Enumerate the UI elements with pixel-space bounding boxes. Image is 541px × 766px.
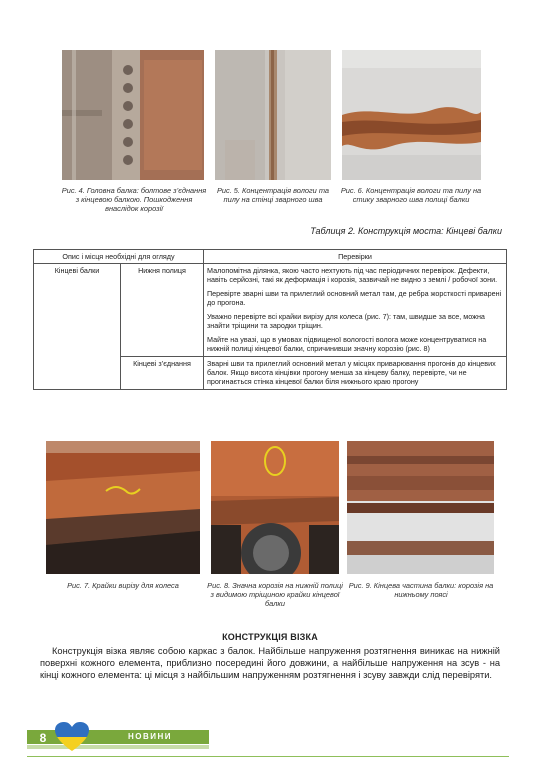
place-cell: Нижня полиця bbox=[121, 264, 204, 357]
section-title: КОНСТРУКЦІЯ ВІЗКА bbox=[222, 632, 318, 642]
figure-8-photo bbox=[211, 441, 339, 574]
figure-4-photo bbox=[62, 50, 204, 180]
figure-5-caption: Рис. 5. Концентрація вологи та пилу на стінці зварного шва bbox=[216, 186, 330, 204]
table-row bbox=[34, 264, 507, 357]
check-text: Перевірте зварні шви та прилеглий основний метал там, де ребра жорсткості приварені до прогона. bbox=[207, 289, 502, 307]
checks-cell bbox=[204, 357, 507, 390]
footer-label: НОВИНИ bbox=[128, 732, 173, 741]
figure-6-caption: Рис. 6. Концентрація вологи та пилу на стику зварного шва полиці балки bbox=[340, 186, 482, 204]
bottom-rule bbox=[27, 756, 509, 757]
figure-7-caption: Рис. 7. Крайки вирізу для колеса bbox=[67, 581, 179, 590]
figure-4-caption: Рис. 4. Головна балка: болтове з’єднання з кінцевою балкою. Пошкодження внаслідок корозії bbox=[61, 186, 207, 213]
check-text: Уважно перевірте всі крайки вирізу для колеса (рис. 7): там, швидше за все, можна знайти тріщини та зародки тріщин. bbox=[207, 312, 485, 330]
place-cell: Кінцеві з’єднання bbox=[121, 357, 204, 390]
section-body: Конструкція візка являє собою каркас з балок. Найбільше напруження розтягнення виникає на нижній поверхні кожного елемента, приблизно посередині його довжини, а найбільше напруження на зсув - на кінці кожного елемента: ці місця з найбільшим напруженням розтягнення і зсуву завжди слід перевіряти. bbox=[40, 646, 500, 681]
header-checks: Перевірки bbox=[204, 250, 507, 264]
figure-9-caption: Рис. 9. Кінцева частина балки: корозія на нижньому поясі bbox=[348, 581, 494, 599]
checks-cell bbox=[204, 264, 507, 357]
header-description: Опис і місця необхідні для огляду bbox=[34, 250, 204, 264]
check-text: Малопомітна ділянка, якою часто нехтують під час періодичних перевірок. Дефекти, навіть серйозні, такі як деформація і корозія, зазвичай не видно з землі / робочої зони. bbox=[207, 266, 498, 284]
figure-7-photo bbox=[46, 441, 200, 574]
check-text: Майте на увазі, що в умовах підвищеної вологості волога може концентруватися на нижній полиці кінцевої балки, спричинивши значну корозію (рис. 8) bbox=[207, 335, 487, 353]
figure-6-photo bbox=[342, 50, 481, 180]
figure-9-photo bbox=[347, 441, 494, 574]
end-beams-table bbox=[33, 249, 507, 390]
heart-icon bbox=[55, 722, 89, 752]
group-cell: Кінцеві балки bbox=[34, 264, 121, 390]
figure-5-photo bbox=[215, 50, 331, 180]
check-text: Зварні шви та прилеглий основний метал у місцях приварювання прогонів до кінцевих балок. Якщо висота кінцівки прогону менша за кінцеву балку, перевірте, чи не прогинається стінка кінцевої балки біля нижнього краю прогону bbox=[207, 359, 496, 386]
table-title: Таблиця 2. Конструкція моста: Кінцеві балки bbox=[310, 226, 502, 236]
page-number: 8 bbox=[39, 731, 47, 745]
figure-8-caption: Рис. 8. Значна корозія на нижній полиці з видимою тріщиною крайки кінцевої балки bbox=[207, 581, 343, 608]
